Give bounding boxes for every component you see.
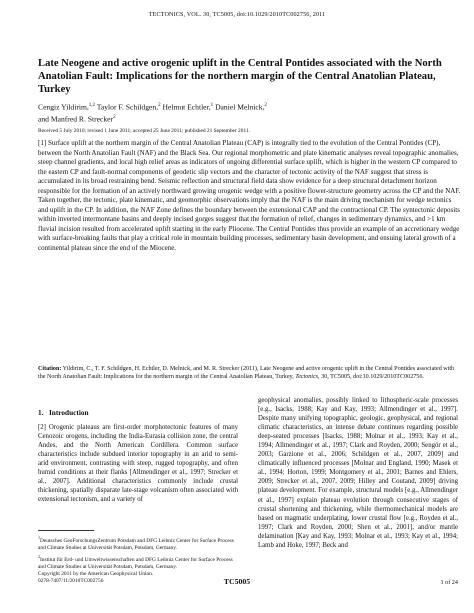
abstract-text: Surface uplift at the northern margin of the Central Anatolian Plateau (CAP) is integrally tied to the evolution of the Central Pontides (CP), between the North Anatolian Fault (NAF) and the Black Sea. Our regional morphometric and plate kinematic analyses reveal topographic anomalies, steep channel gradients, and local high relief areas as indicators of ongoing differential surface uplift, which is higher in the western CP compared to the eastern CP and fault-normal components of geodetic slip vectors and the character of tectonic activity of the NAF suggest that stress is accumulated in its broad restraining bend. Seismic reflection and structural field data show evidence for a deep structural detachment horizon responsible for the formation of an actively northward growing orogenic wedge with a positive flower-structure geometry across the CP and the NAF. Taken together, the tectonic, plate kinematic, and geomorphic observations imply that the NAF is the main driving mechanism for wedge tectonics and uplift in the CP. In addition, the NAF Zone defines the boundary between the extensional CAP and the contractional CP. The syntectonic deposits within inverted intermontane basins and deeply incised gorges suggest that the formation of relief, changes in sedimentary dynamics, and >1 km fluvial incision resulted from accelerated uplift starting in the early Pliocene. The Central Pontides thus provide an example of an accretionary wedge with surface-breaking faults that play a critical role in mountain building processes, sedimentary basin development, and ensuing lateral growth of a continental plateau since the end of the Miocene. bbox=[38, 139, 461, 253]
section-heading bbox=[38, 408, 238, 417]
author-list bbox=[38, 101, 458, 126]
footnote-text: Deutsches GeoForschungsZentrum Potsdam and DFG Leibniz Center for Surface Process and Climate Studies at Universität Potsdam, Potsdam, Germany. bbox=[38, 537, 234, 551]
author-name: and Manfred R. Strecker bbox=[38, 114, 114, 124]
author-affiliation-mark: 1 bbox=[210, 103, 214, 108]
citation-text: Yildirim, C., T. F. Schildgen, H. Echtler, D. Melnick, and M. R. Strecker (2011), Late Neogene and active orogenic uplift in the Central Pontides associated with the North Anatolian Fault: Implications for the northern margin of the Central Anatolian Plateau, Turkey, bbox=[38, 366, 455, 381]
page-number: 1 of 24 bbox=[440, 579, 458, 586]
affiliation-footnotes bbox=[38, 534, 238, 572]
author-name: Taylor F. Schildgen, bbox=[95, 102, 159, 112]
body-paragraph: geophysical anomalies, possibly linked to lithospheric-scale processes [e.g., Isacks, 1988; Kay and Kay, 1993; Allmendinger et al., 1997]. Despite many unifying topographic, geologic, geophysical, and regional climatic characteristics, an intense debate continues regarding possible deep-seated processes [Isacks, 1988; Molnar et al., 1993; Kay et al., 1994; Allmendinger et al., 1997; Clark and Royden, 2000; Sengör et al., 2003; Garzione et al., 2006; Schildgen et al., 2007, 2009] and climatically influenced processes [Molnar and England, 1990; Masek et al., 1994; Horton, 1999; Montgomery et al., 2001; Barnes and Ehlers, 2009; Strecker et al., 2007, 2009; Hilley and Coutand, 2009] driving plateau development. For example, structural models [e.g., Allmendinger et al., 1997] explain plateau evolution through consecutive stages of crustal shortening and thickening, while thermomechanical models are based on magmatic underplating, lower crustal flow [e.g., Royden et al., 1997; Clark and Royden, 2000; Shen et al., 2001], and/or mantle delamination [Kay and Kay, 1993; Molnar et al., 1993; Kay et al., 1994; Lamb and Hoke, 1997; Beck and bbox=[258, 397, 458, 549]
footnote-mark: 1 bbox=[38, 535, 40, 540]
author-name: Cengiz Yildirim, bbox=[38, 102, 89, 112]
abstract bbox=[38, 139, 462, 254]
footnote bbox=[38, 534, 238, 552]
left-column bbox=[38, 396, 238, 504]
right-column bbox=[258, 396, 458, 550]
author-affiliation-mark: 2 bbox=[158, 103, 161, 108]
body-paragraph: [2] Orogenic plateaus are first-order morphotectonic features of many Cenozoic orogens, including the India-Eurasia collision zone, the central Andes, and the North American Cordillera. Common surface characteristics include subdued interior topography in an arid to semi-arid environment, contrasting with steep, rugged topography, and often humid conditions at their flanks [Allmendinger et al., 1997; Strecker et al., 2007]. Additional characteristics commonly include crustal thickening, spatially disparate late-stage volcanism often associated with extensional tectonism, and a variety of bbox=[38, 424, 238, 504]
section-title: Introduction bbox=[48, 408, 89, 417]
author-affiliation-mark: 1,2 bbox=[88, 103, 96, 108]
paragraph-marker: [1] bbox=[38, 139, 47, 147]
paper-title: Late Neogene and active orogenic uplift in the Central Pontides associated with the North Anatolian Fault: Implications for the northern margin of the Central Anatolian Plateau, Turkey bbox=[38, 58, 442, 96]
received-dates: Received 5 July 2010; revised 1 June 2011; accepted 25 June 2011; published 21 September 2011. bbox=[38, 128, 250, 134]
citation-label: Citation: bbox=[38, 366, 62, 372]
citation bbox=[38, 365, 462, 382]
citation-journal: Tectonics bbox=[295, 374, 319, 381]
citation-tail: , 30, TC5005, doi:10.1029/2010TC002756. bbox=[318, 374, 424, 381]
footnote-mark: 2 bbox=[38, 553, 40, 559]
author-affiliation-mark: 2 bbox=[113, 115, 116, 121]
author-name: Helmut Echtler, bbox=[160, 102, 211, 112]
footnote-text: Institut für Erd- und Umweltwissenschaften and DFG Leibniz Center for Surface Process and Climate Studies at Universität Potsdam, Potsdam, Germany. bbox=[38, 556, 233, 570]
copyright-line: Copyright 2011 by the American Geophysical Union. bbox=[38, 571, 154, 577]
article-id: TC5005 bbox=[223, 577, 251, 586]
footnote-divider bbox=[38, 530, 94, 531]
author-affiliation-mark: 2 bbox=[264, 103, 267, 108]
author-name: Daniel Melnick, bbox=[213, 102, 265, 112]
footnote bbox=[38, 553, 238, 571]
section-number: 1. bbox=[38, 408, 44, 417]
issn-line: 0278-7407/11/2010TC002756 bbox=[38, 578, 104, 585]
running-head: TECTONICS, VOL. 30, TC5005, doi:10.1029/2010TC002756, 2011 bbox=[148, 11, 326, 18]
